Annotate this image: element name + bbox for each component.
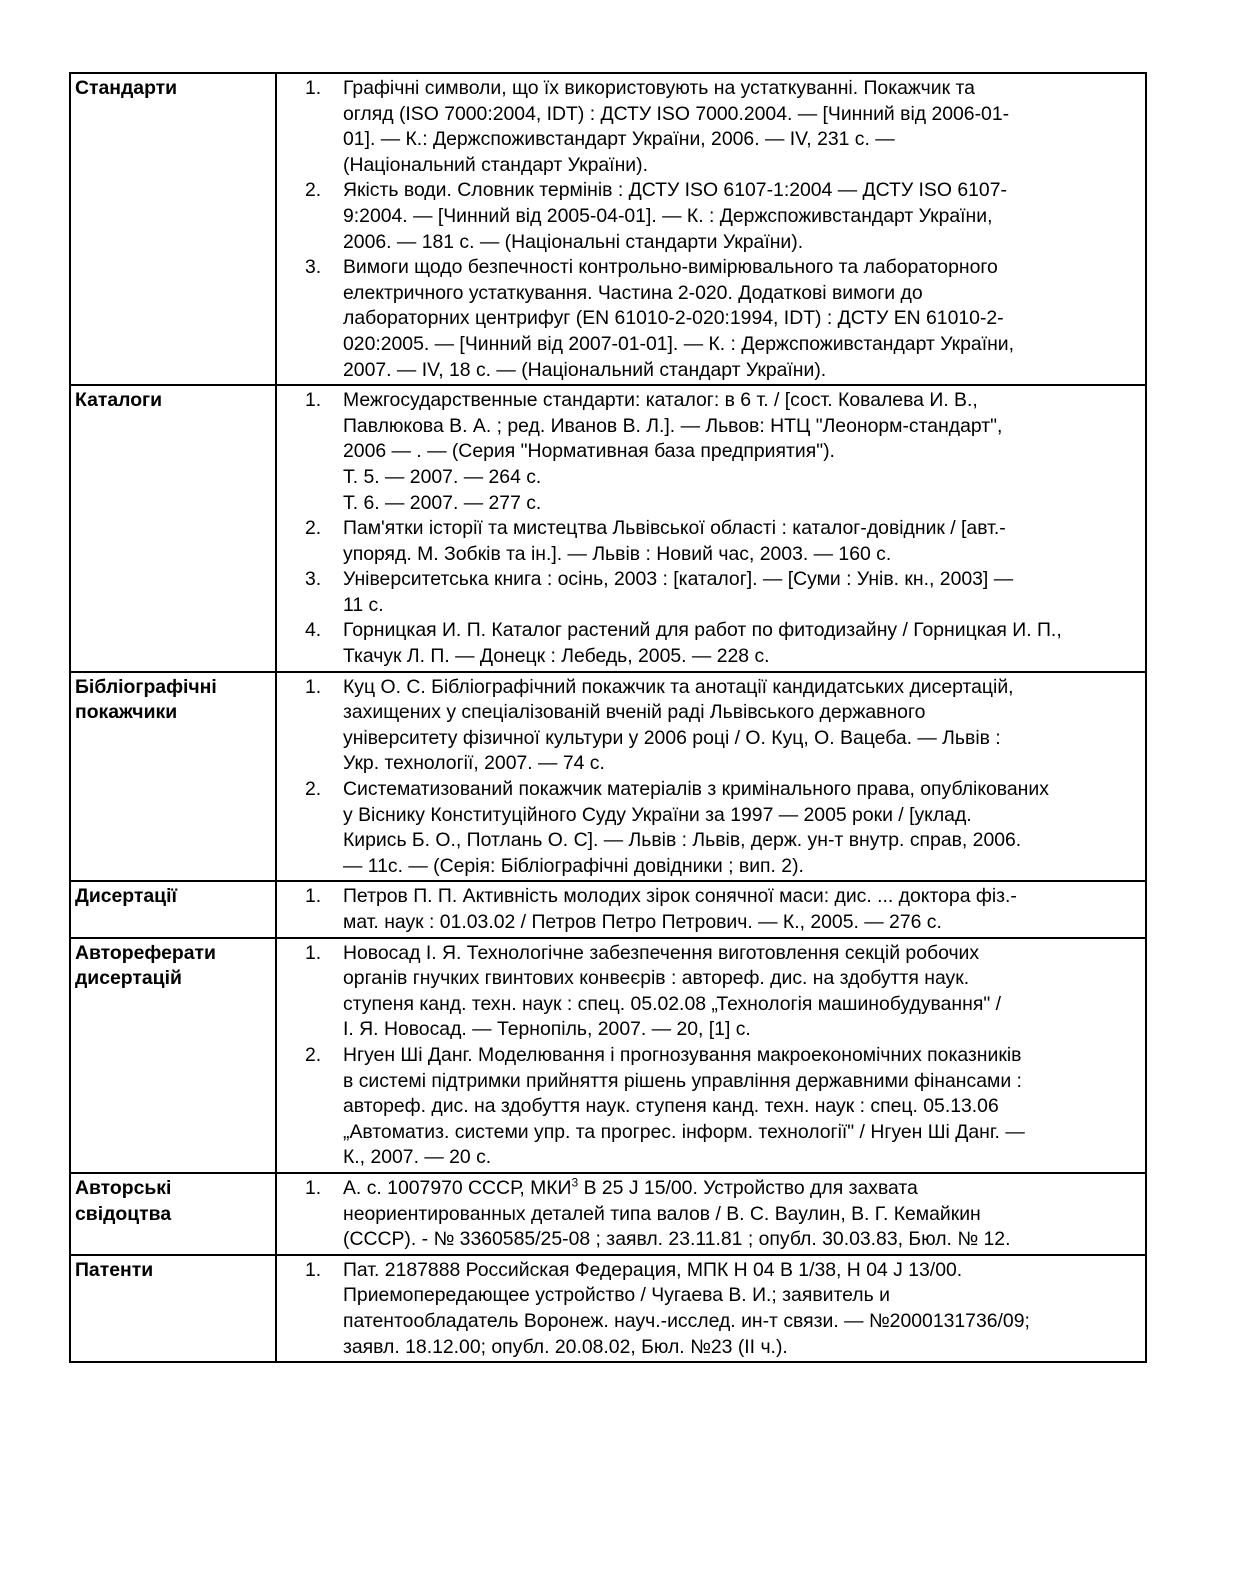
entry-text-line: Межгосударственные стандарти: каталог: в 6 т. / [сост. Ковалева И. В., xyxy=(343,389,978,412)
category-label-line: свідоцтва xyxy=(75,1202,172,1225)
entries-cell xyxy=(276,1255,1146,1362)
table-row xyxy=(70,938,1146,1173)
entry-text-line: 01]. — К.: Держспоживстандарт України, 2006. — IV, 231 с. — xyxy=(343,128,895,151)
list-item xyxy=(281,255,1141,383)
entry-text-line: електричного устаткування. Частина 2-020. Додаткові вимоги до xyxy=(343,281,923,304)
category-cell xyxy=(70,881,276,937)
table-row xyxy=(70,385,1146,672)
bibliography-table xyxy=(69,72,1147,1363)
entry-text-line: Кирись Б. О., Потлань О. С]. — Львів : Львів, держ. ун-т внутр. справ, 2006. xyxy=(343,829,1022,852)
entry-text-line: „Автоматиз. системи упр. та прогрес. інформ. технології" / Нгуен Ші Данг. — xyxy=(343,1120,1025,1143)
entry-text-line: Нгуен Ші Данг. Моделювання і прогнозування макроекономічних показників xyxy=(343,1043,1022,1066)
entry-text-line: Павлюкова В. А. ; ред. Иванов В. Л.]. — Львов: НТЦ "Леонорм-стандарт", xyxy=(343,414,1003,437)
category-cell xyxy=(70,672,276,882)
entry-text-line: 2006 — . — (Серия "Нормативная база предприятия"). xyxy=(343,440,835,463)
entry-number: 1. xyxy=(305,389,322,412)
list-item xyxy=(281,777,1141,879)
entry-number: 1. xyxy=(305,885,322,908)
table-row xyxy=(70,672,1146,882)
entry-number: 2. xyxy=(305,1043,322,1066)
category-cell xyxy=(70,1255,276,1362)
entry-number: 1. xyxy=(305,941,322,964)
list-item xyxy=(281,618,1141,669)
entry-text-line: 2006. — 181 с. — (Національні стандарти України). xyxy=(343,230,804,253)
entry-list xyxy=(281,388,1141,670)
entry-text-part: А. с. 1007970 СССР, МКИ xyxy=(343,1176,572,1199)
entry-text-line: упоряд. М. Зобків та ін.]. — Львів : Новий час, 2003. — 160 с. xyxy=(343,542,892,565)
entries-cell xyxy=(276,385,1146,672)
entry-text-line: Куц О. С. Бібліографічний покажчик та анотації кандидатських дисертацій, xyxy=(343,675,1014,698)
category-label-line: Авторські xyxy=(75,1176,172,1199)
entry-number: 1. xyxy=(305,675,322,698)
entries-cell xyxy=(276,73,1146,385)
entry-text-line: лабораторних центрифуг (EN 61010-2-020:1994, IDT) : ДСТУ EN 61010-2- xyxy=(343,307,1004,330)
entry-text-line: автореф. дис. на здобуття наук. ступеня канд. техн. наук : спец. 05.13.06 xyxy=(343,1095,999,1118)
entry-text-line: І. Я. Новосад. — Тернопіль, 2007. — 20, [1] с. xyxy=(343,1018,751,1041)
entry-number: 2. xyxy=(305,517,322,540)
category-label-line: дисертацій xyxy=(75,967,182,990)
table-body xyxy=(70,73,1146,1362)
entry-text-line: 2007. — IV, 18 с. — (Національний стандарт України). xyxy=(343,358,827,381)
table-row xyxy=(70,1173,1146,1255)
entry-text-line: Укр. технології, 2007. — 74 с. xyxy=(343,752,605,775)
entry-text-line: Петров П. П. Активність молодих зірок сонячної маси: дис. ... доктора фіз.- xyxy=(343,885,1017,908)
list-item xyxy=(281,1258,1141,1360)
entry-number: 3. xyxy=(305,256,322,279)
category-label-line: покажчики xyxy=(75,701,178,724)
entry-text-line xyxy=(343,1176,1141,1202)
table-row xyxy=(70,1255,1146,1362)
entry-number: 3. xyxy=(305,568,322,591)
list-item xyxy=(281,567,1141,618)
entry-text-line: 9:2004. — [Чинний від 2005-04-01]. — К. : Держспоживстандарт України, xyxy=(343,204,993,227)
category-label-line: Автореферати xyxy=(75,941,216,964)
entry-number: 2. xyxy=(305,179,322,202)
superscript: 3 xyxy=(571,1175,579,1190)
entry-number: 1. xyxy=(305,77,322,99)
entry-text-line: неориентированных деталей типа валов / В. С. Ваулин, В. Г. Кемайкин xyxy=(343,1202,981,1225)
list-item xyxy=(281,76,1141,178)
category-label: Дисертації xyxy=(75,885,177,908)
entry-number: 1. xyxy=(305,1258,322,1281)
entry-text-line: заявл. 18.12.00; опубл. 20.08.02, Бюл. №23 (II ч.). xyxy=(343,1335,788,1358)
bibliography-page xyxy=(69,72,1147,1363)
entry-number: 4. xyxy=(305,619,322,642)
category-label: Стандарти xyxy=(75,77,178,99)
category-cell xyxy=(70,385,276,672)
list-item xyxy=(281,178,1141,255)
list-item xyxy=(281,388,1141,516)
entry-text-line: Приемопередающее устройство / Чугаева В. И.; заявитель и xyxy=(343,1284,890,1307)
entry-text-line: 11 с. xyxy=(343,593,384,616)
entries-cell xyxy=(276,881,1146,937)
category-label: Патенти xyxy=(75,1258,154,1281)
entry-list xyxy=(281,1258,1141,1360)
entry-list xyxy=(281,675,1141,880)
category-label-line: Бібліографічні xyxy=(75,675,217,698)
entry-text-line: мат. наук : 01.03.02 / Петров Петро Петрович. — К., 2005. — 276 с. xyxy=(343,911,942,933)
entry-number: 2. xyxy=(305,778,322,801)
entry-text-line: — 11с. — (Серія: Бібліографічні довідники ; вип. 2). xyxy=(343,854,804,877)
entry-text-line: університету фізичної культури у 2006 році / О. Куц, О. Вацеба. — Львів : xyxy=(343,726,1001,749)
table-row xyxy=(70,73,1146,385)
entry-list xyxy=(281,941,1141,1171)
entry-text-line: Пам'ятки історії та мистецтва Львівської області : каталог-довідник / [авт.- xyxy=(343,517,1006,540)
list-item xyxy=(281,516,1141,567)
entry-list xyxy=(281,884,1141,935)
entry-text-line: Вимоги щодо безпечності контрольно-вимірювального та лабораторного xyxy=(343,256,998,279)
entry-text-line: Університетська книга : осінь, 2003 : [каталог]. — [Суми : Унів. кн., 2003] — xyxy=(343,568,1014,591)
entry-text-line: Т. 5. — 2007. — 264 с. xyxy=(343,465,542,488)
entry-text-line: 020:2005. — [Чинний від 2007-01-01]. — К. : Держспоживстандарт України, xyxy=(343,332,1015,355)
entry-text-line: патентообладатель Воронеж. науч.-исслед. ин-т связи. — №2000131736/09; xyxy=(343,1309,1030,1332)
entry-text-line: Якість води. Словник термінів : ДСТУ ISO 6107-1:2004 — ДСТУ ISO 6107- xyxy=(343,179,1007,202)
list-item xyxy=(281,675,1141,777)
entry-text-line: огляд (ISO 7000:2004, IDT) : ДСТУ ISO 7000.2004. — [Чинний від 2006-01- xyxy=(343,102,1010,125)
entry-number: 1. xyxy=(305,1176,322,1199)
entry-text-line: захищених у спеціалізованій вченій раді Львівського державного xyxy=(343,701,926,724)
list-item xyxy=(281,1043,1141,1171)
category-label: Каталоги xyxy=(75,389,163,412)
category-cell xyxy=(70,73,276,385)
table-row xyxy=(70,881,1146,937)
entry-text-line: К., 2007. — 20 с. xyxy=(343,1146,492,1169)
list-item xyxy=(281,1176,1141,1253)
entries-cell xyxy=(276,672,1146,882)
entry-text-line: (Національний стандарт України). xyxy=(343,153,648,176)
list-item xyxy=(281,884,1141,935)
entry-list xyxy=(281,1176,1141,1253)
entry-list xyxy=(281,76,1141,383)
entries-cell xyxy=(276,938,1146,1173)
entries-cell xyxy=(276,1173,1146,1255)
entry-text-line: Т. 6. — 2007. — 277 с. xyxy=(343,491,542,514)
entry-text-part: В 25 J 15/00. Устройство для захвата xyxy=(578,1176,918,1199)
entry-text-line: у Віснику Конституційного Суду України за 1997 — 2005 роки / [уклад. xyxy=(343,803,972,826)
entry-text-line: (СССР). - № 3360585/25-08 ; заявл. 23.11.81 ; опубл. 30.03.83, Бюл. № 12. xyxy=(343,1228,1011,1251)
entry-text-line: Горницкая И. П. Каталог растений для работ по фитодизайну / Горницкая И. П., xyxy=(343,619,1062,642)
entry-text-line: Ткачук Л. П. — Донецк : Лебедь, 2005. — 228 с. xyxy=(343,645,770,668)
entry-text-line: Новосад І. Я. Технологічне забезпечення виготовлення секцій робочих xyxy=(343,941,980,964)
entry-text-line: Систематизований покажчик матеріалів з кримінального права, опублікованих xyxy=(343,778,1049,801)
entry-text-line: Пат. 2187888 Российская Федерация, МПК Н 04 В 1/38, Н 04 J 13/00. xyxy=(343,1258,963,1281)
category-cell xyxy=(70,1173,276,1255)
entry-text-line: в системі підтримки прийняття рішень управління державними фінансами : xyxy=(343,1069,1022,1092)
category-cell xyxy=(70,938,276,1173)
entry-text-line: ступеня канд. техн. наук : спец. 05.02.08 „Технологія машинобудування" / xyxy=(343,992,1001,1015)
list-item xyxy=(281,941,1141,1043)
entry-text-line: Графічні символи, що їх використовують на устаткуванні. Покажчик та xyxy=(343,77,975,99)
entry-text-line: органів гнучких гвинтових конвеєрів : автореф. дис. на здобуття наук. xyxy=(343,967,970,990)
